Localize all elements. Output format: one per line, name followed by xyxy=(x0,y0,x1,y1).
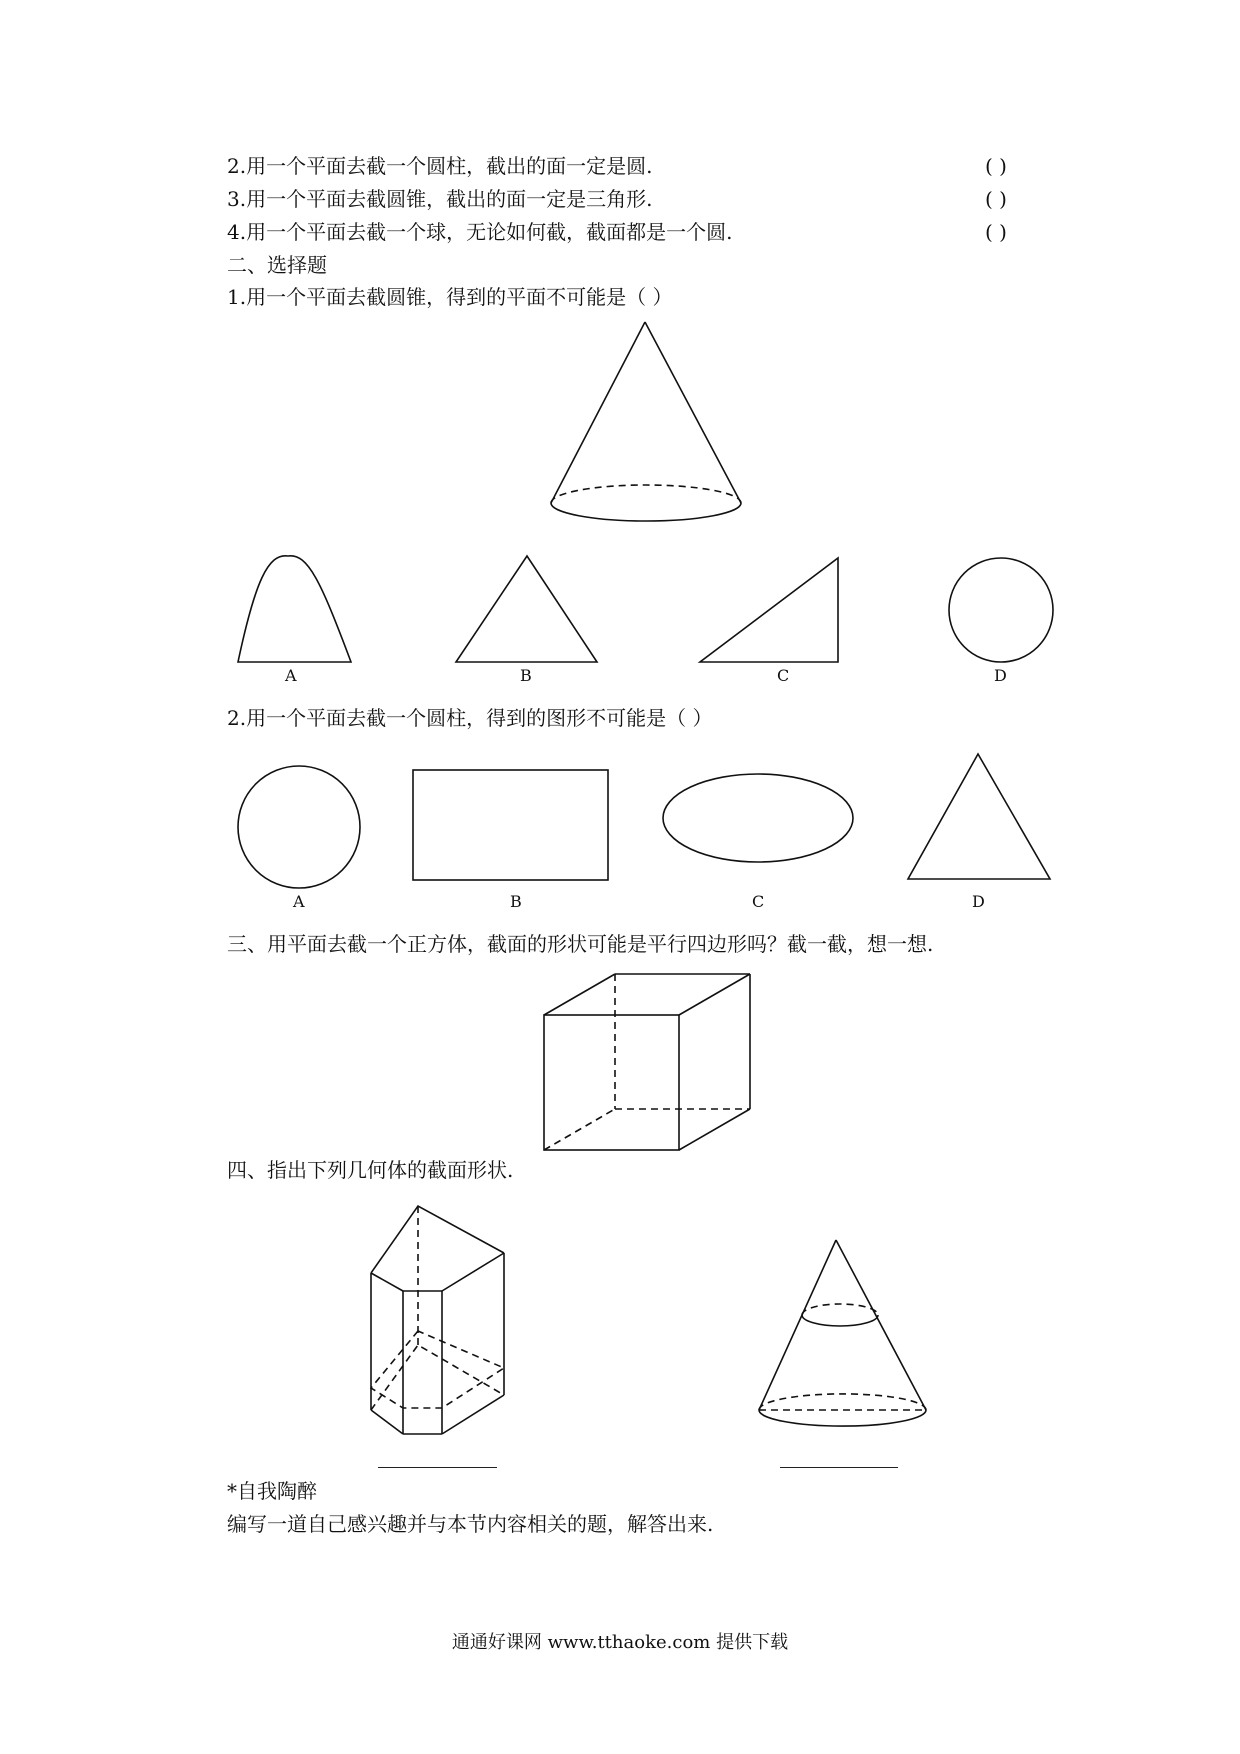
option-label-b: B xyxy=(520,666,532,685)
answer-paren-4: ( ) xyxy=(985,220,1007,244)
option-label-d: D xyxy=(972,892,985,911)
cube-figure xyxy=(544,974,750,1150)
section-heading-cross-section: 四、指出下列几何体的截面形状. xyxy=(227,1158,514,1182)
choice-question-1: 1.用一个平面去截圆锥，得到的平面不可能是（ ） xyxy=(227,285,673,309)
section-heading-cube: 三、用平面去截一个正方体，截面的形状可能是平行四边形吗？截一截，想一想. xyxy=(227,932,934,956)
section-heading-choice: 二、选择题 xyxy=(227,253,327,277)
option-label-c: C xyxy=(777,666,790,685)
option-label-a: A xyxy=(285,666,297,685)
judgment-item-2: 2.用一个平面去截一个圆柱，截出的面一定是圆. xyxy=(227,154,653,178)
option-label-c: C xyxy=(752,892,765,911)
footer-credit: 通通好课网 www.tthaoke.com 提供下载 xyxy=(451,1632,789,1653)
answer-blank-prism[interactable] xyxy=(378,1467,497,1468)
option-c-ellipse-shape xyxy=(663,774,853,862)
judgment-item-4: 4.用一个平面去截一个球，无论如何截，截面都是一个圆. xyxy=(227,220,733,244)
judgment-item-3: 3.用一个平面去截圆锥，截出的面一定是三角形. xyxy=(227,187,653,211)
answer-blank-cone[interactable] xyxy=(780,1467,898,1468)
self-section-text: 编写一道自己感兴趣并与本节内容相关的题，解答出来. xyxy=(227,1512,714,1536)
option-a-parabola-shape xyxy=(238,556,351,662)
answer-paren-2: ( ) xyxy=(985,154,1007,178)
option-a-circle-shape xyxy=(238,766,360,888)
option-label-a: A xyxy=(293,892,305,911)
option-label-d: D xyxy=(994,666,1007,685)
option-b-triangle-shape xyxy=(456,556,597,662)
answer-paren-3: ( ) xyxy=(985,187,1007,211)
option-d-triangle-shape xyxy=(908,754,1050,879)
self-section-heading: *自我陶醉 xyxy=(227,1479,317,1503)
pentagonal-prism-figure xyxy=(371,1206,504,1434)
option-d-circle-shape xyxy=(949,558,1053,662)
choice-question-2: 2.用一个平面去截一个圆柱，得到的图形不可能是（ ） xyxy=(227,706,713,730)
option-b-rectangle-shape xyxy=(413,770,608,880)
option-c-right-triangle-shape xyxy=(700,558,838,662)
cone-figure xyxy=(551,322,741,521)
cone-cross-section-figure xyxy=(759,1240,926,1426)
option-label-b: B xyxy=(510,892,522,911)
